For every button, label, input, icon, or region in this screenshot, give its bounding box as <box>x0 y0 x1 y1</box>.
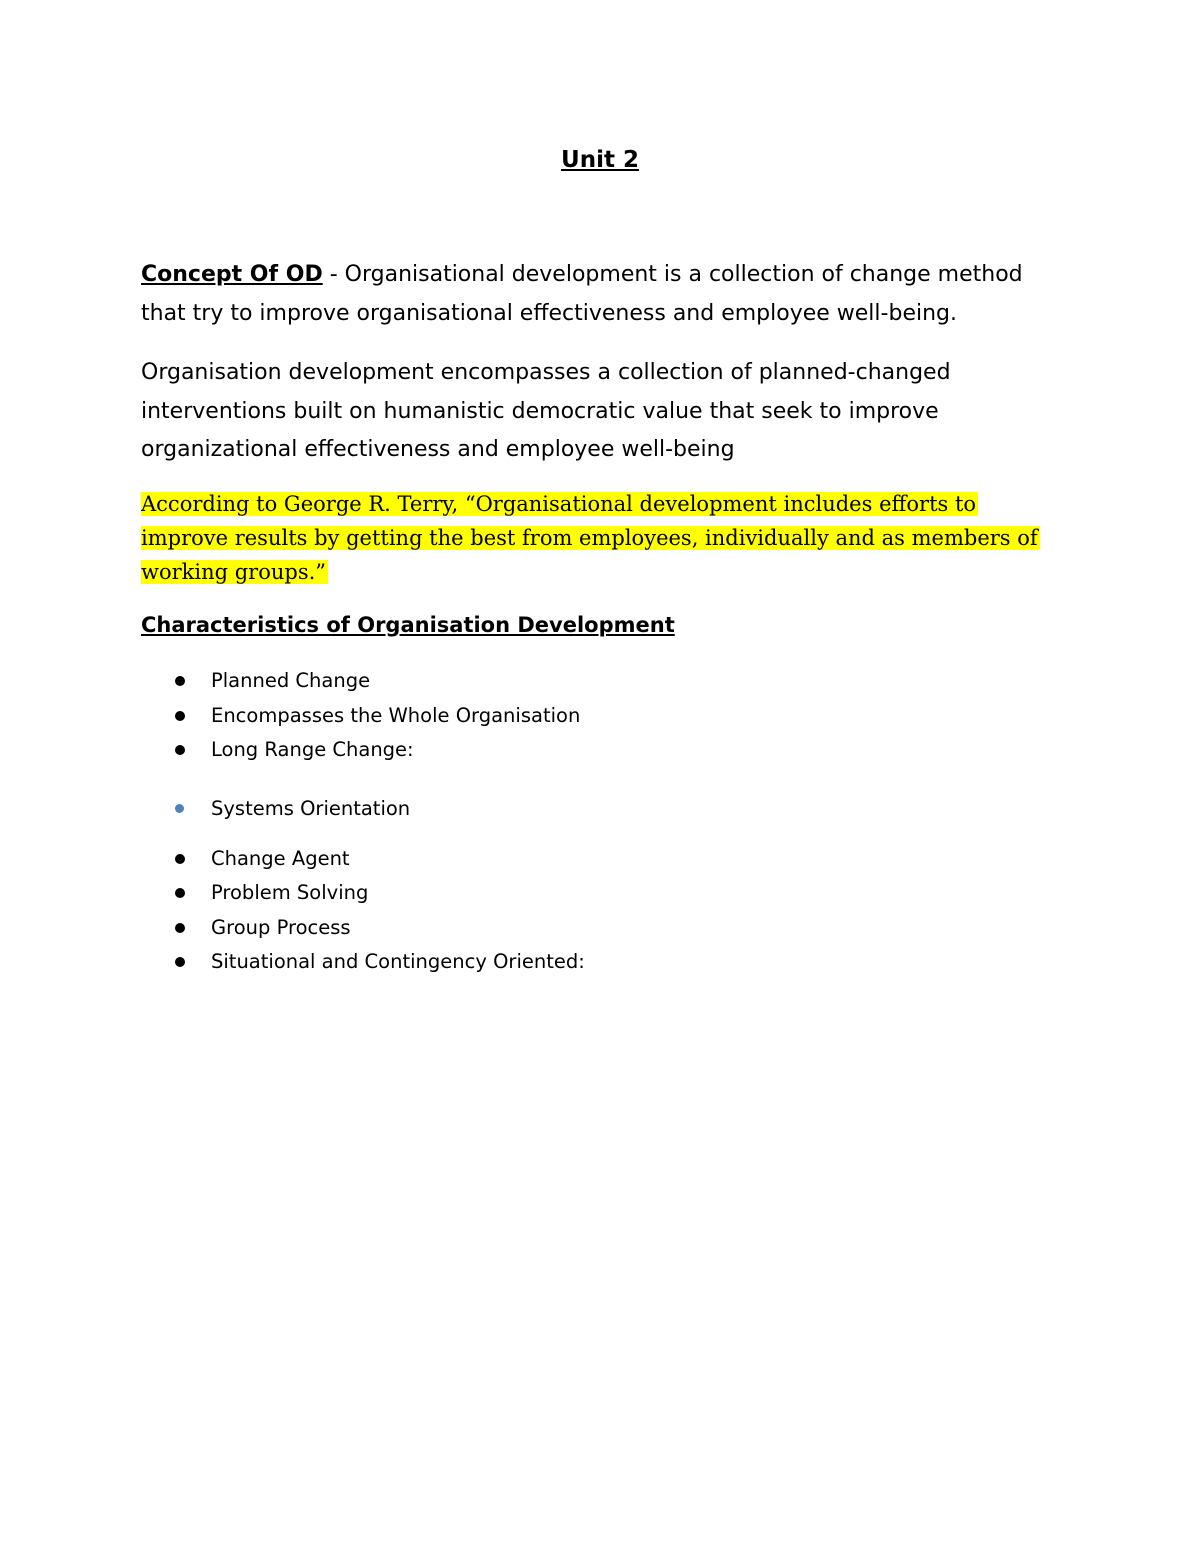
list-item <box>0 911 1200 945</box>
list-item <box>0 945 1200 979</box>
highlighted-quote-text: According to George R. Terry, “Organisational development includes efforts to improve results by getting the best from employees, individually and as members of working groups.” <box>141 492 1038 584</box>
list-item <box>0 733 1200 767</box>
list-item-label: Situational and Contingency Oriented: <box>211 950 585 973</box>
concept-lead: Concept Of OD <box>141 262 323 287</box>
list-item-label: Change Agent <box>211 847 350 870</box>
definition-paragraph: Organisation development encompasses a collection of planned-changed interventions built on humanistic democratic value that seek to improve organizational effectiveness and employee well-being <box>141 360 951 462</box>
bullet-dot-icon <box>175 854 185 864</box>
bullet-dot-icon <box>175 745 185 755</box>
concept-paragraph <box>141 256 1061 333</box>
list-item <box>0 699 1200 733</box>
list-item <box>0 792 1200 826</box>
characteristics-heading: Characteristics of Organisation Development <box>141 613 675 637</box>
list-item-label: Encompasses the Whole Organisation <box>211 704 581 727</box>
list-item-label: Long Range Change: <box>211 738 414 761</box>
terry-quote <box>141 487 1061 589</box>
list-item-label: Systems Orientation <box>211 797 411 820</box>
list-item <box>0 664 1200 698</box>
bullet-dot-icon <box>175 888 185 898</box>
list-item <box>0 842 1200 876</box>
list-item-label: Planned Change <box>211 669 371 692</box>
bullet-dot-icon <box>175 711 185 721</box>
bullet-dot-icon <box>175 676 185 686</box>
concept-text: - Organisational development is a collection of change method that try to improve organisational effectiveness and employee well-being. <box>141 262 1023 326</box>
document-title: Unit 2 <box>561 147 639 173</box>
list-item <box>0 876 1200 910</box>
bullet-dot-icon <box>175 957 185 967</box>
list-item-label: Problem Solving <box>211 881 369 904</box>
bullet-dot-icon <box>175 804 184 813</box>
bullet-dot-icon <box>175 923 185 933</box>
list-item-label: Group Process <box>211 916 351 939</box>
